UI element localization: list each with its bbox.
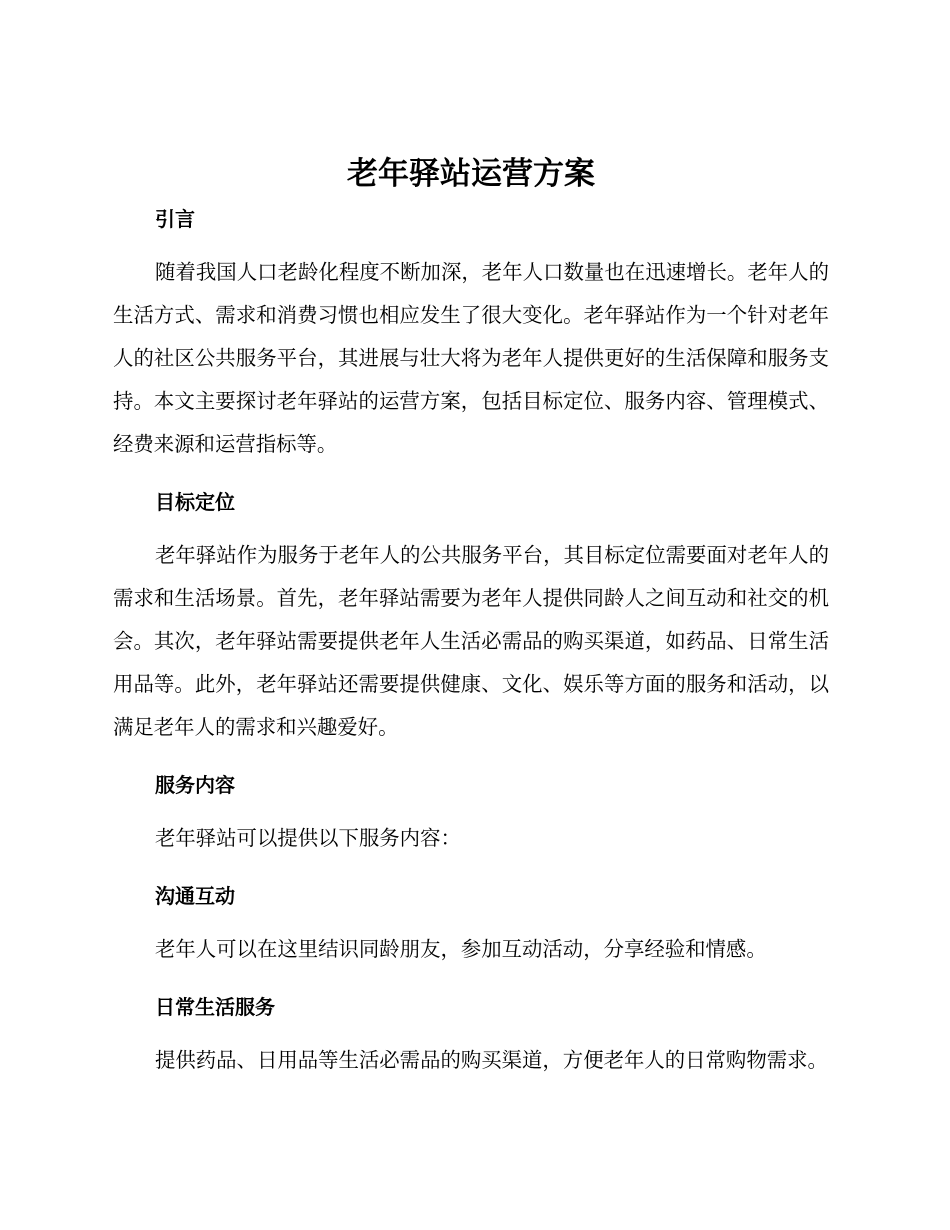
section-intro xyxy=(113,204,829,466)
section-heading-daily-life: 日常生活服务 xyxy=(155,995,275,1019)
section-heading-interaction: 沟通互动 xyxy=(155,884,235,908)
section-daily-life xyxy=(113,992,829,1082)
section-heading-positioning: 目标定位 xyxy=(155,490,235,514)
section-interaction xyxy=(113,881,829,971)
section-paragraph-interaction: 老年人可以在这里结识同龄朋友，参加互动活动，分享经验和情感。 xyxy=(155,937,767,961)
section-paragraph-daily-life: 提供药品、日用品等生活必需品的购买渠道，方便老年人的日常购物需求。 xyxy=(155,1048,828,1072)
section-services xyxy=(113,770,829,860)
document-title: 老年驿站运营方案 xyxy=(347,156,595,192)
section-paragraph-services: 老年驿站可以提供以下服务内容： xyxy=(155,826,461,850)
section-positioning xyxy=(113,487,829,749)
section-heading-intro: 引言 xyxy=(155,207,195,231)
document-page xyxy=(113,148,829,1082)
section-paragraph-positioning: 老年驿站作为服务于老年人的公共服务平台，其目标定位需要面对老年人的需求和生活场景。首先，老年驿站需要为老年人提供同龄人之间互动和社交的机会。其次，老年驿站需要提供老年人生活必需品的购买渠道，如药品、日常生活用品等。此外，老年驿站还需要提供健康、文化、娱乐等方面的服务和活动，以满足老年人的需求和兴趣爱好。 xyxy=(113,543,829,739)
section-paragraph-intro: 随着我国人口老龄化程度不断加深，老年人口数量也在迅速增长。老年人的生活方式、需求和消费习惯也相应发生了很大变化。老年驿站作为一个针对老年人的社区公共服务平台，其进展与壮大将为老年人提供更好的生活保障和服务支持。本文主要探讨老年驿站的运营方案，包括目标定位、服务内容、管理模式、经费来源和运营指标等。 xyxy=(113,260,829,456)
section-heading-services: 服务内容 xyxy=(155,773,235,797)
